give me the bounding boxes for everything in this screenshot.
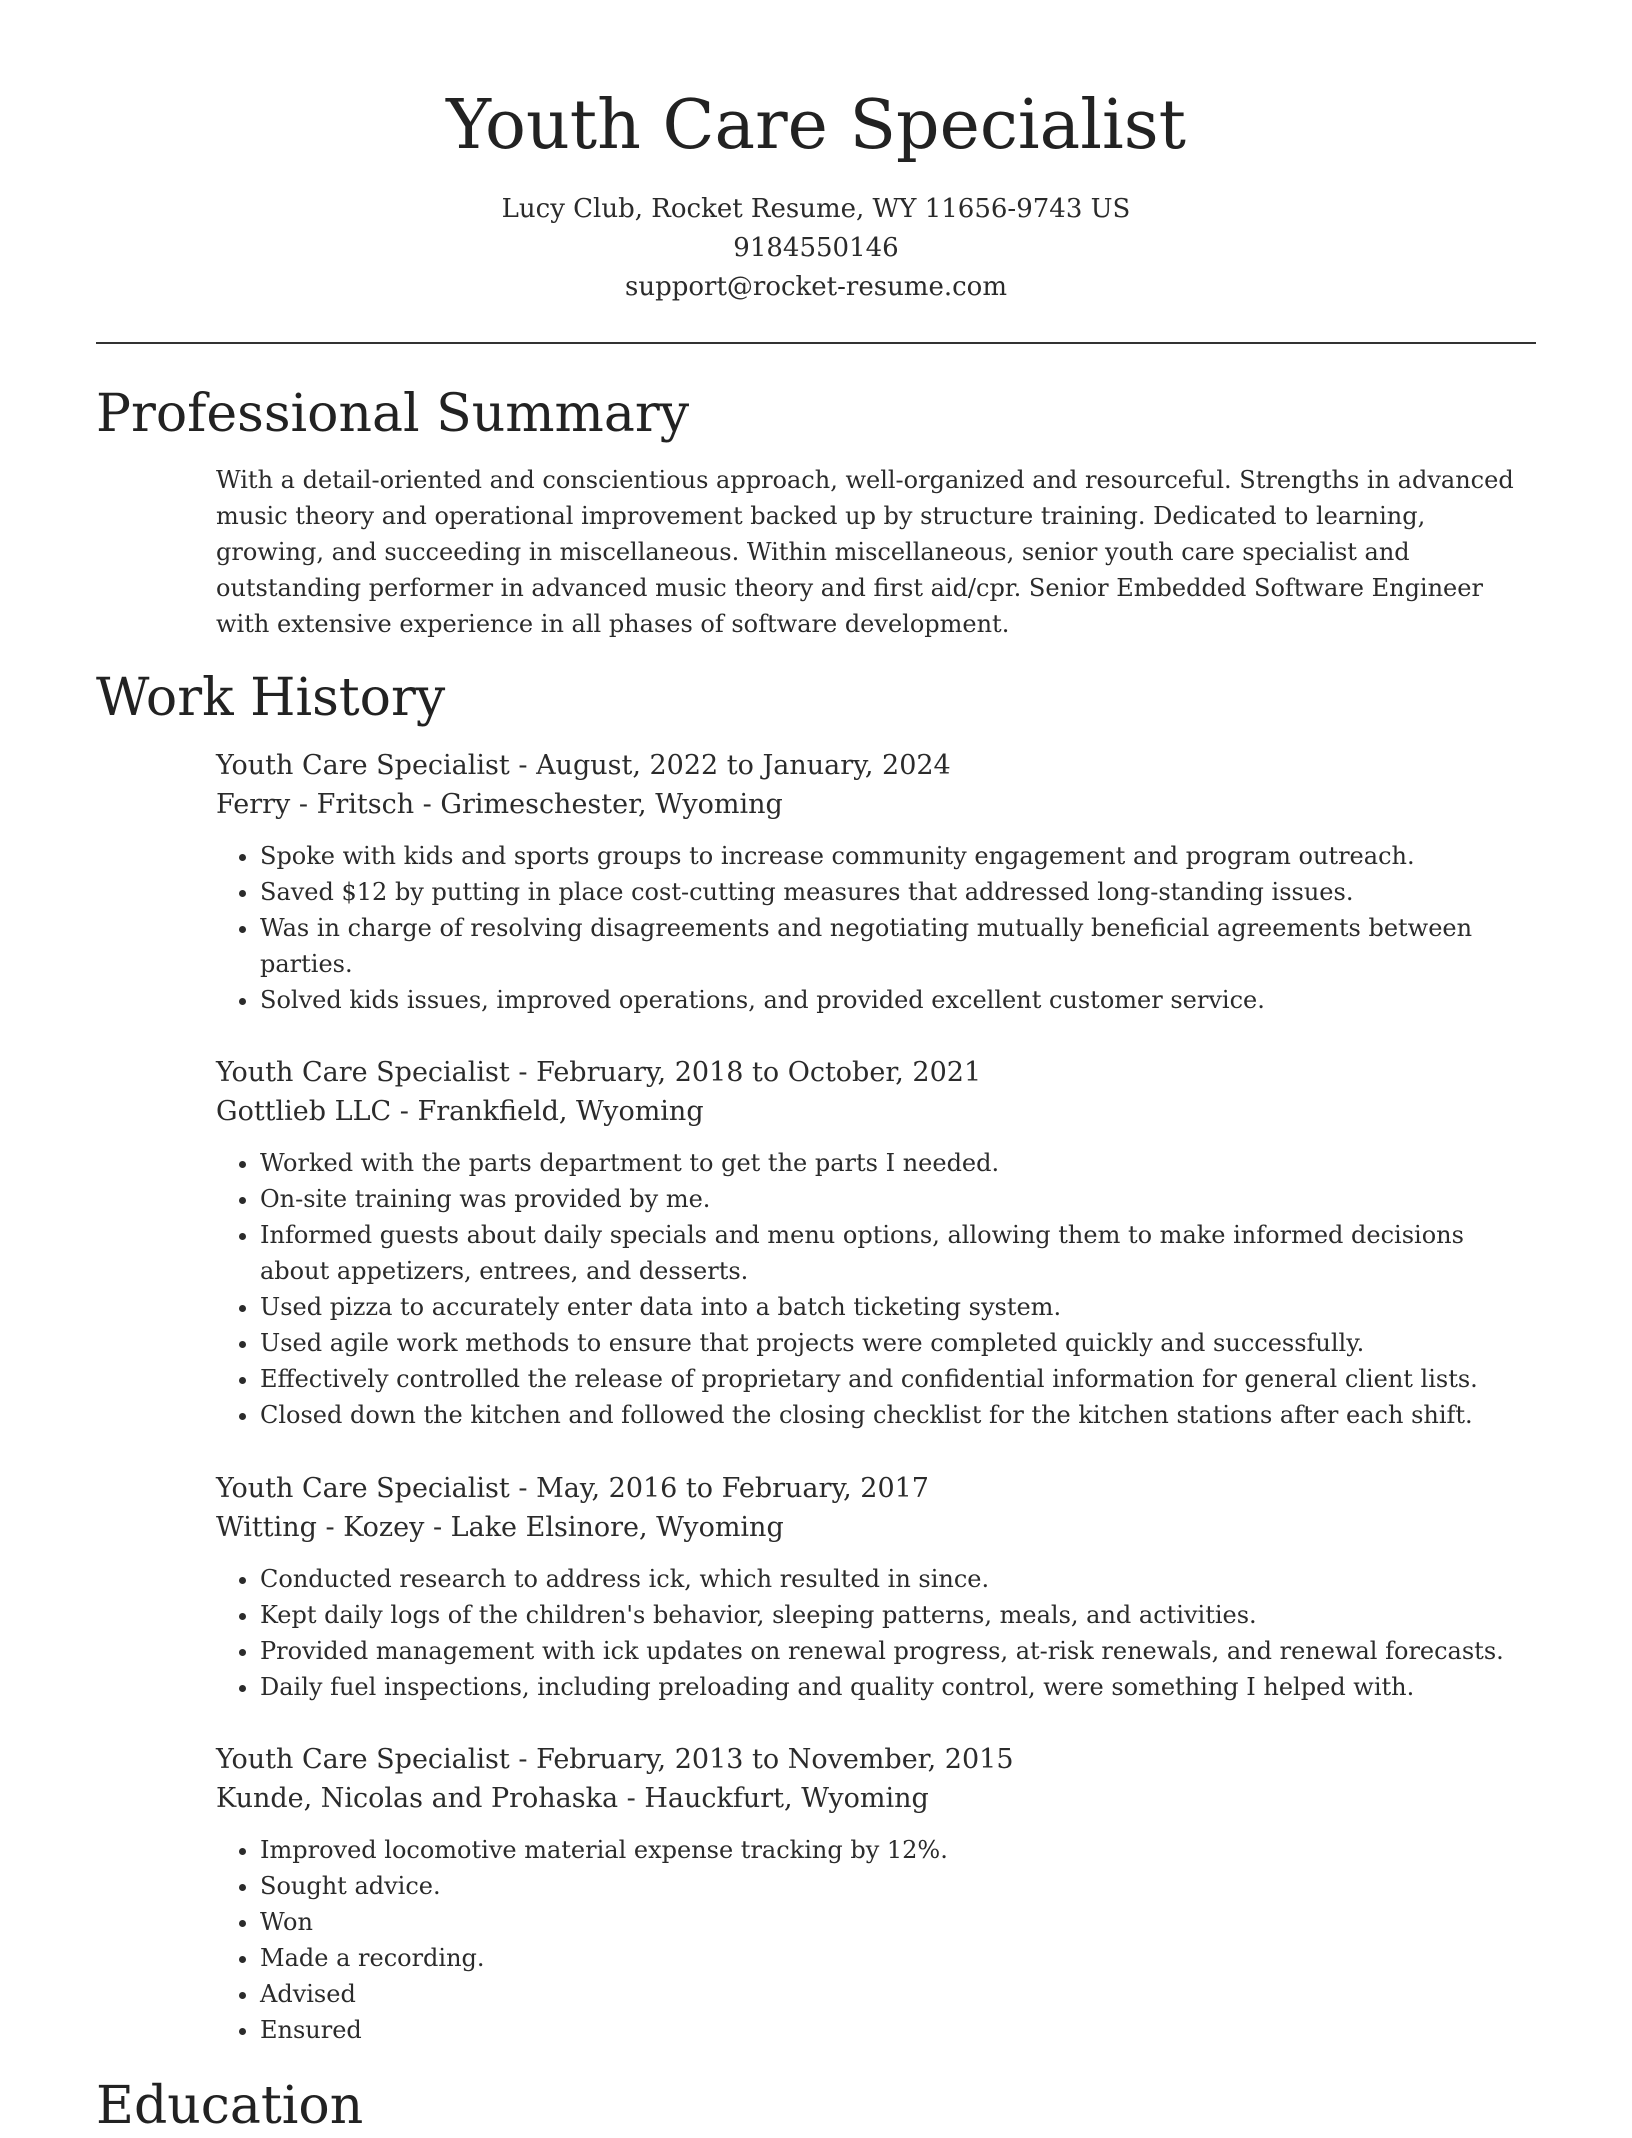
- job-dates: February, 2013 to November, 2015: [536, 1744, 1014, 1775]
- job-location: Lake Elsinore, Wyoming: [450, 1512, 784, 1543]
- job-entry: [216, 746, 1526, 1018]
- job-bullet: • Used agile work methods to ensure that projects were completed quickly and successfully.: [260, 1325, 1526, 1361]
- job-company-line: [216, 786, 1526, 824]
- job-separator: -: [618, 1783, 645, 1814]
- job-company-line: [216, 1509, 1526, 1547]
- contact-phone: 9184550146: [733, 233, 899, 263]
- job-separator: -: [414, 789, 441, 820]
- resume-header: [0, 0, 1632, 307]
- job-company: Ferry - Fritsch: [216, 789, 415, 820]
- job-role: Youth Care Specialist: [216, 1744, 510, 1775]
- job-bullet: • Informed guests about daily specials and menu options, allowing them to make informed decisions about appetizers, entrees, and desserts.: [260, 1217, 1526, 1289]
- job-bullets: [216, 1145, 1526, 1433]
- job-bullet: • Conducted research to address ick, which resulted in since.: [260, 1561, 1526, 1597]
- job-separator: -: [424, 1512, 451, 1543]
- job-bullet: • Saved $12 by putting in place cost-cutting measures that addressed long-standing issues.: [260, 874, 1526, 910]
- job-entry: [216, 1740, 1526, 2048]
- job-title-line: [216, 1053, 1526, 1093]
- job-title-line: [216, 1740, 1526, 1780]
- job-bullet: • Closed down the kitchen and followed the closing checklist for the kitchen stations after each shift.: [260, 1397, 1526, 1433]
- job-title-line: [216, 746, 1526, 786]
- work-history-heading: Work History: [96, 668, 446, 728]
- job-dates: May, 2016 to February, 2017: [536, 1473, 929, 1504]
- job-separator: -: [391, 1096, 418, 1127]
- job-bullets: [216, 1561, 1526, 1705]
- contact-address: Lucy Club, Rocket Resume, WY 11656-9743 US: [501, 194, 1131, 224]
- job-separator: -: [509, 1744, 537, 1775]
- contact-email: support@rocket-resume.com: [624, 272, 1007, 302]
- education-heading: Education: [96, 2076, 364, 2136]
- summary-text: With a detail-oriented and conscientious approach, well-organized and resourceful. Strengths in advanced music theory and operational improvement backed up by structure training. Dedicated to learning, growing, and succeeding in miscellaneous. Within miscellaneous, senior youth care specialist and outstanding performer in advanced music theory and first aid/cpr. Senior Embedded Software Engineer with extensive experience in all phases of software development.: [216, 466, 1514, 638]
- job-separator: -: [509, 1057, 537, 1088]
- job-bullets: [216, 1832, 1526, 2048]
- job-company: Kunde, Nicolas and Prohaska: [216, 1783, 619, 1814]
- job-bullet: • Daily fuel inspections, including preloading and quality control, were something I helped with.: [260, 1669, 1526, 1705]
- header-divider: [96, 342, 1536, 344]
- job-bullet: • On-site training was provided by me.: [260, 1181, 1526, 1217]
- job-company: Witting - Kozey: [216, 1512, 425, 1543]
- job-bullet: • Was in charge of resolving disagreements and negotiating mutually beneficial agreements between parties.: [260, 910, 1526, 982]
- contact-info: [0, 190, 1632, 307]
- job-title-line: [216, 1469, 1526, 1509]
- job-bullets: [216, 838, 1526, 1018]
- job-bullet: • Won: [260, 1904, 1526, 1940]
- summary-heading: Professional Summary: [96, 384, 690, 444]
- job-bullet: • Advised: [260, 1976, 1526, 2012]
- job-role: Youth Care Specialist: [216, 1057, 510, 1088]
- job-entry: [216, 1469, 1526, 1705]
- job-bullet: • Provided management with ick updates on renewal progress, at-risk renewals, and renewal forecasts.: [260, 1633, 1526, 1669]
- job-role: Youth Care Specialist: [216, 750, 510, 781]
- job-bullet: • Sought advice.: [260, 1868, 1526, 1904]
- job-dates: February, 2018 to October, 2021: [536, 1057, 982, 1088]
- job-bullet: • Kept daily logs of the children's behavior, sleeping patterns, meals, and activities.: [260, 1597, 1526, 1633]
- job-company: Gottlieb LLC: [216, 1096, 392, 1127]
- job-bullet: • Ensured: [260, 2012, 1526, 2048]
- job-dates: August, 2022 to January, 2024: [536, 750, 951, 781]
- job-entry: [216, 1053, 1526, 1433]
- job-role: Youth Care Specialist: [216, 1473, 510, 1504]
- job-separator: -: [509, 1473, 537, 1504]
- job-bullet: • Effectively controlled the release of proprietary and confidential information for general client lists.: [260, 1361, 1526, 1397]
- job-company-line: [216, 1780, 1526, 1818]
- job-location: Frankfield, Wyoming: [417, 1096, 704, 1127]
- job-separator: -: [509, 750, 537, 781]
- job-bullet: • Used pizza to accurately enter data into a batch ticketing system.: [260, 1289, 1526, 1325]
- candidate-name: Youth Care Specialist: [446, 86, 1186, 165]
- job-location: Hauckfurt, Wyoming: [644, 1783, 929, 1814]
- job-bullet: • Solved kids issues, improved operations, and provided excellent customer service.: [260, 982, 1526, 1018]
- job-location: Grimeschester, Wyoming: [440, 789, 783, 820]
- job-bullet: • Made a recording.: [260, 1940, 1526, 1976]
- job-bullet: • Spoke with kids and sports groups to increase community engagement and program outreach.: [260, 838, 1526, 874]
- job-bullet: • Worked with the parts department to get the parts I needed.: [260, 1145, 1526, 1181]
- job-bullet: • Improved locomotive material expense tracking by 12%.: [260, 1832, 1526, 1868]
- job-company-line: [216, 1093, 1526, 1131]
